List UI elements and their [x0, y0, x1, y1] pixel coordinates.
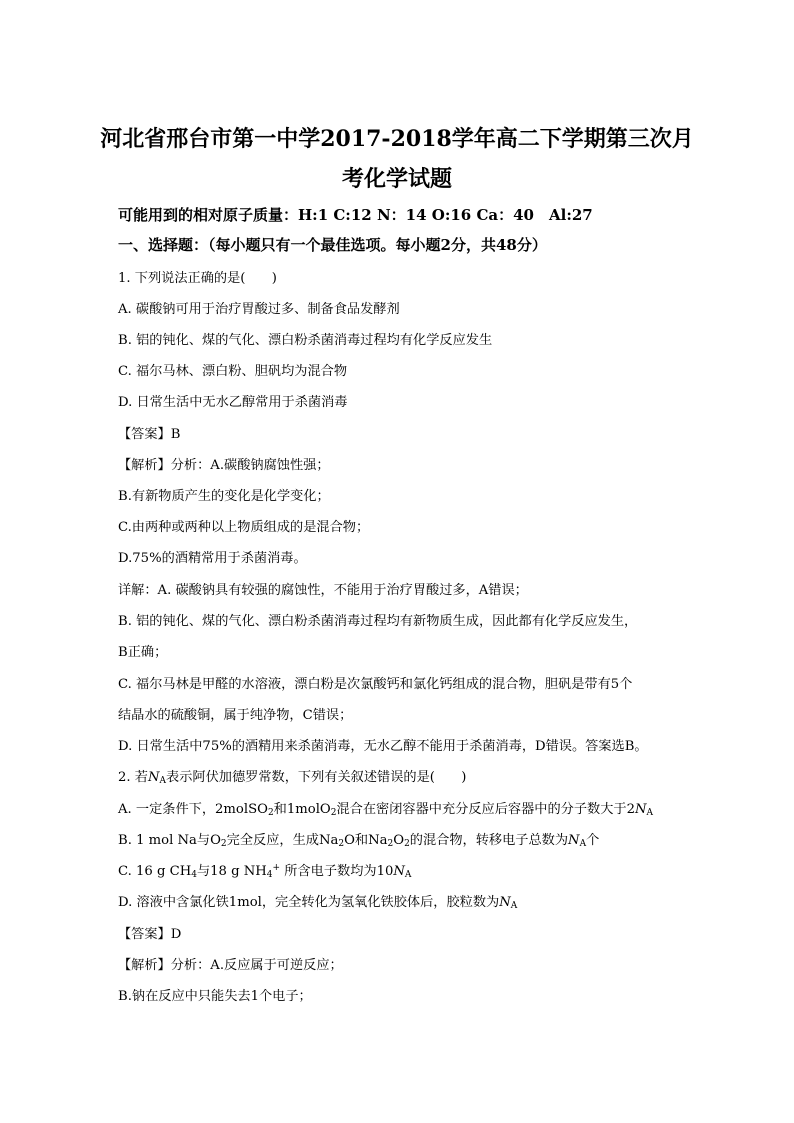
q1-detail-c-line2: 结晶水的硫酸铜，属于纯净物，C错误； [118, 708, 353, 723]
document-title-line-1: 河北省邢台市第一中学2017-2018学年高二下学期第三次月 [100, 126, 694, 152]
q1-detail-c-line1: C. 福尔马林是甲醛的水溶液，漂白粉是次氯酸钙和氯化钙组成的混合物，胆矾是带有5个 [118, 677, 633, 692]
q1-option-a: A. 碳酸钠可用于治疗胃酸过多、制备食品发酵剂 [118, 302, 400, 317]
q1-option-d: D. 日常生活中无水乙醇常用于杀菌消毒 [118, 395, 348, 410]
q2-analysis: 【解析】分析：A.反应属于可逆反应； [118, 958, 343, 973]
q2-option-b: B. 1 mol Na与$O_2$完全反应，生成$Na_2O$和$Na_2O_2$的混合物，转移电子总数为$N_A$个 [118, 833, 600, 849]
q1-detail-d: D. 日常生活中75%的酒精用来杀菌消毒，无水乙醇不能用于杀菌消毒，D错误。答案选B。 [118, 739, 648, 754]
q1-answer: 【答案】B [118, 427, 181, 442]
q1-analysis: 【解析】分析：A.碳酸钠腐蚀性强； [118, 458, 330, 473]
q1-stem: 1. 下列说法正确的是( ) [118, 271, 277, 286]
q1-analysis-b: B.有新物质产生的变化是化学变化； [118, 489, 330, 504]
document-title-line-2: 考化学试题 [341, 166, 452, 192]
q1-detail-a: 详解：A. 碳酸钠具有较强的腐蚀性，不能用于治疗胃酸过多，A错误； [118, 583, 528, 598]
section-heading: 一、选择题：（每小题只有一个最佳选项。每小题2分，共48分） [118, 236, 547, 254]
q2-option-a: A. 一定条件下，2molSO$_2$和1molO$_2$混合在密闭容器中充分反应后容器中的分子数大于$2N_A$ [118, 802, 654, 818]
q1-analysis-c: C.由两种或两种以上物质组成的是混合物； [118, 520, 370, 535]
q1-detail-b-line2: B正确； [118, 645, 168, 660]
q2-option-d: D. 溶液中含氯化铁1mol，完全转化为氢氧化铁胶体后，胶粒数为$N_A$ [118, 895, 518, 911]
q1-option-b: B. 铝的钝化、煤的气化、漂白粉杀菌消毒过程均有化学反应发生 [118, 333, 493, 348]
atomic-masses-line: 可能用到的相对原子质量：H:1 C:12 N：14 O:16 Ca：40 Al:27 [118, 206, 593, 224]
q2-analysis-b: B.钠在反应中只能失去1个电子； [118, 989, 312, 1004]
q2-answer: 【答案】D [118, 927, 182, 942]
q2-stem: 2. 若$N_A$表示阿伏加德罗常数，下列有关叙述错误的是( ) [118, 770, 467, 786]
q1-analysis-d: D.75%的酒精常用于杀菌消毒。 [118, 551, 307, 566]
q2-option-c: C. 16 g $CH_4$与18 g $NH_4^+$ 所含电子数均为$10N_A$ [118, 863, 412, 880]
q1-detail-b-line1: B. 铝的钝化、煤的气化、漂白粉杀菌消毒过程均有新物质生成，因此都有化学反应发生， [118, 614, 638, 629]
q1-option-c: C. 福尔马林、漂白粉、胆矾均为混合物 [118, 364, 348, 379]
